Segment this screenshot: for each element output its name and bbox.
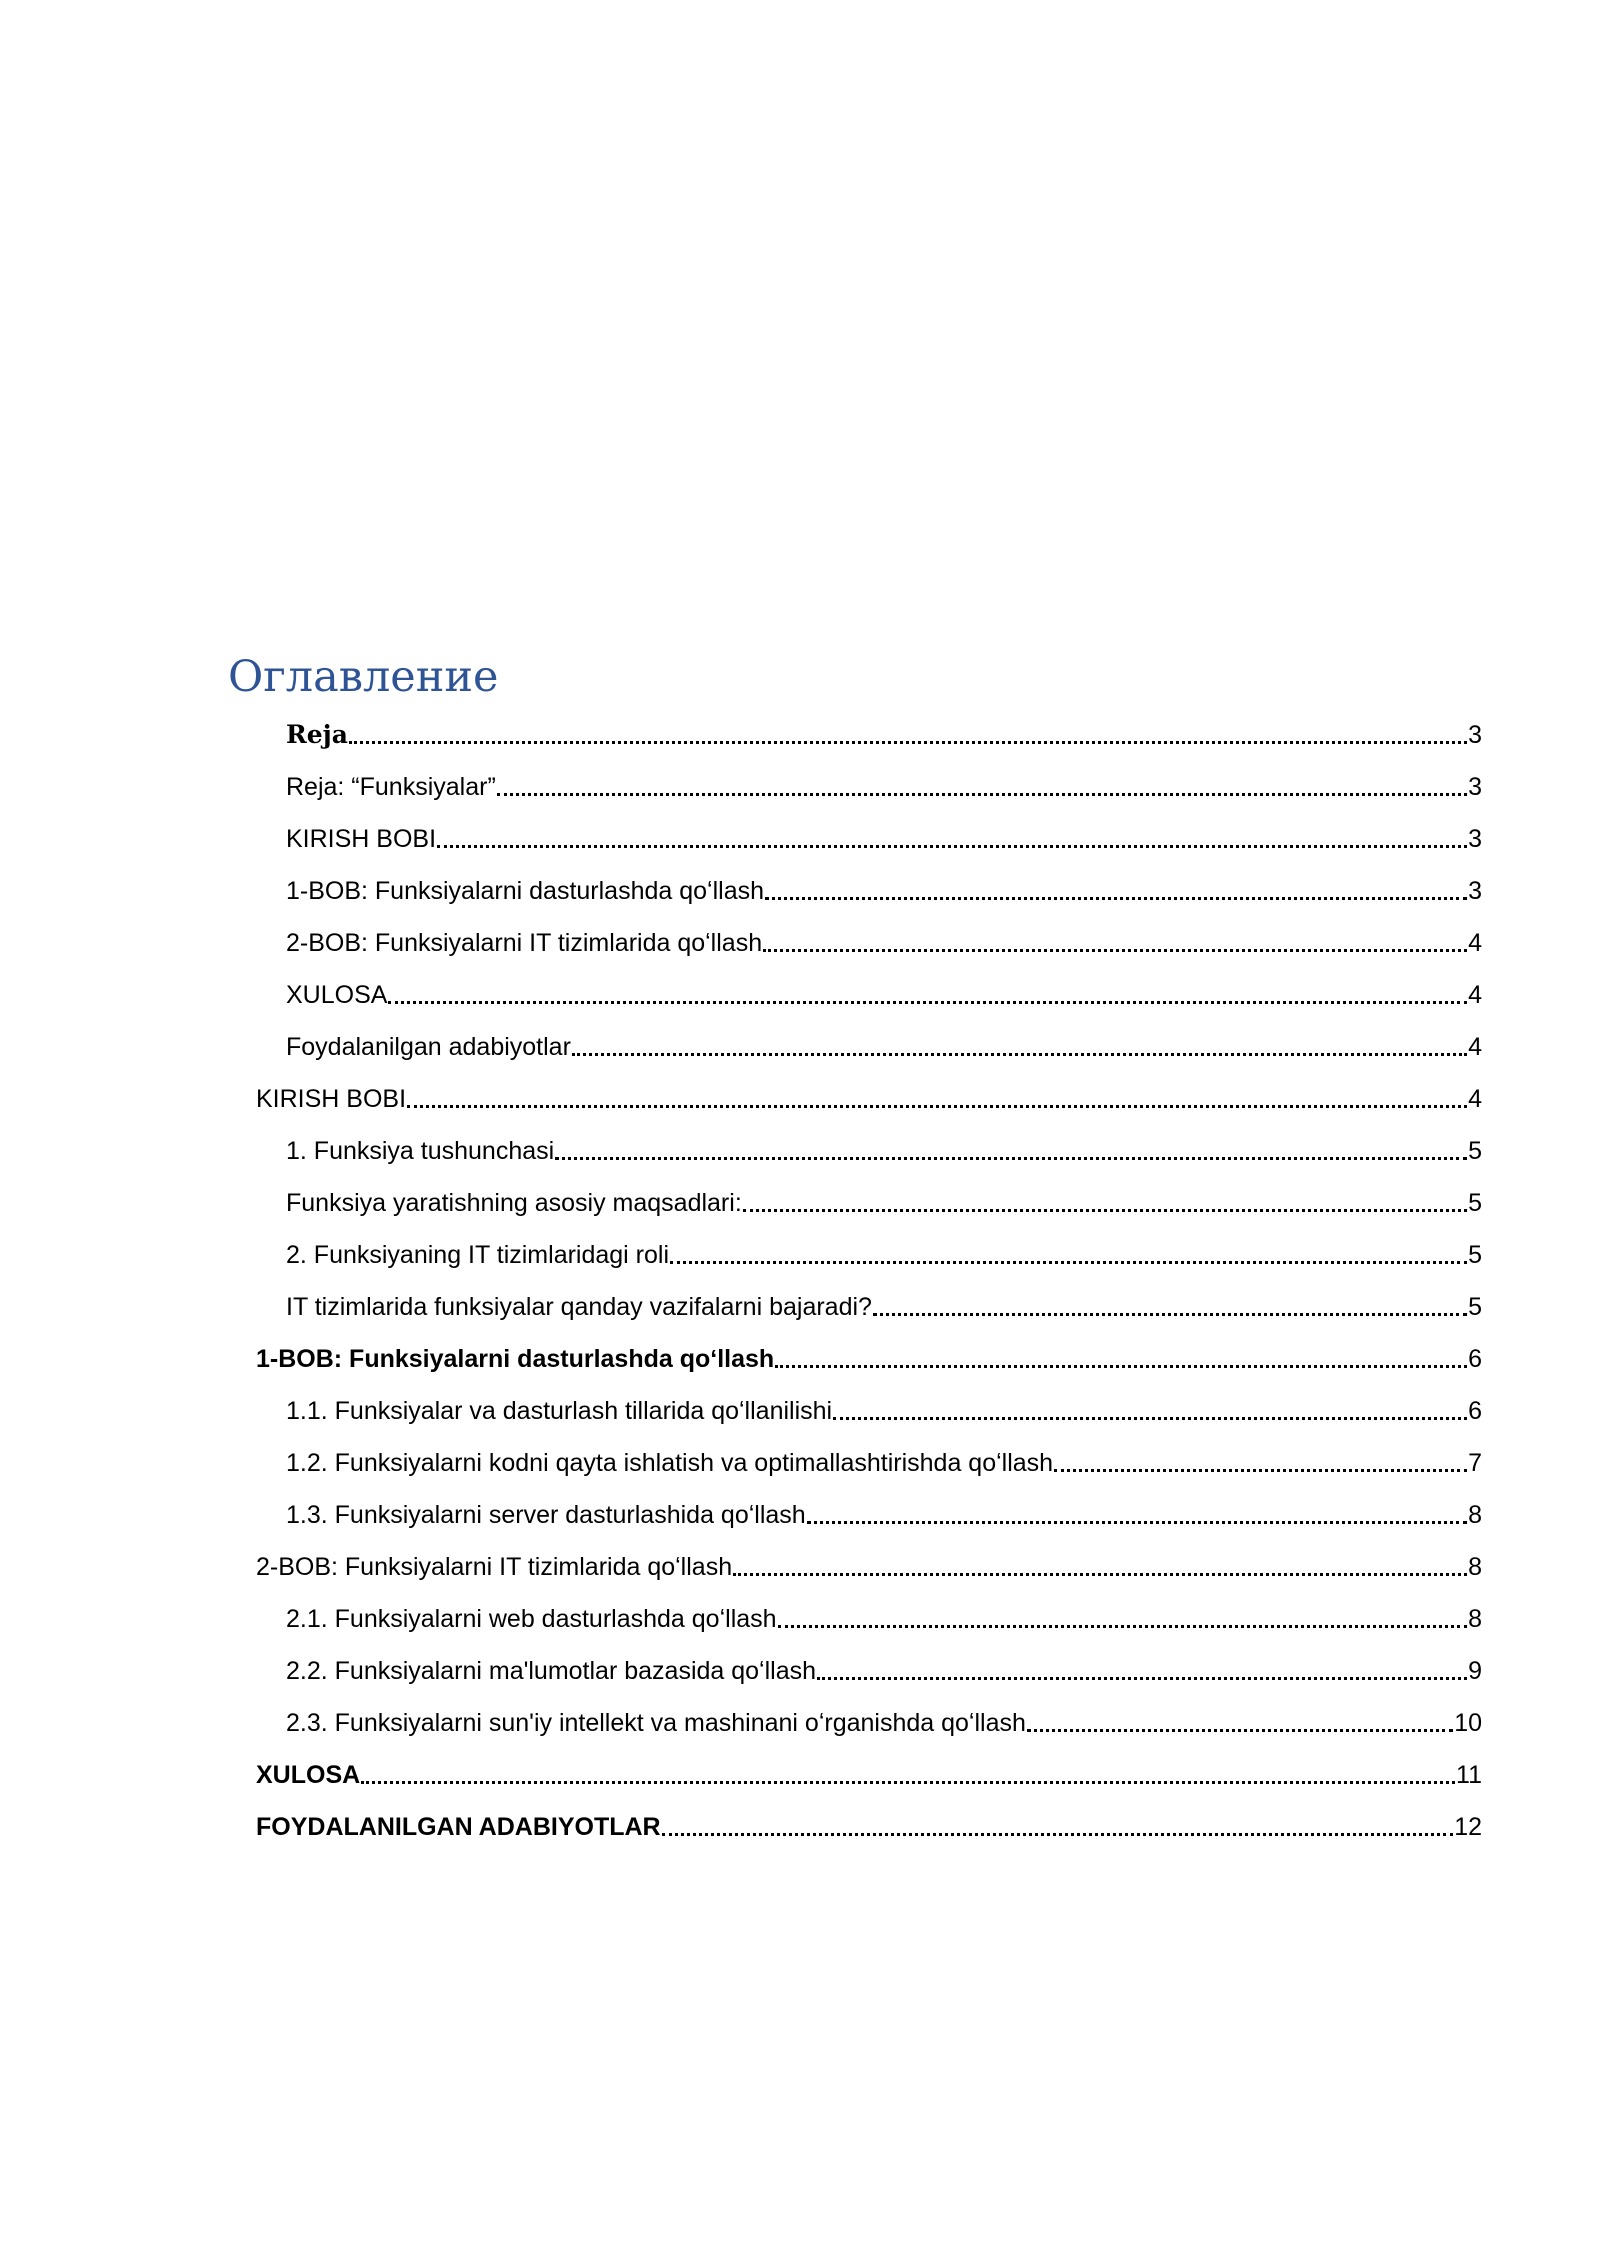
toc-entry-label: 2-BOB: Funksiyalarni IT tizimlarida qoʻllash bbox=[286, 929, 763, 957]
toc-entry-xulosa[interactable] bbox=[256, 1750, 1482, 1790]
toc-page-number: 8 bbox=[1468, 1553, 1482, 1581]
dot-leader bbox=[497, 793, 1467, 796]
toc-entry-label: Reja: “Funksiyalar” bbox=[286, 773, 496, 801]
toc-entry-label: 1.1. Funksiyalar va dasturlash tillarida qoʻllanilishi bbox=[286, 1397, 833, 1425]
toc-entry-label: Funksiya yaratishning asosiy maqsadlari: bbox=[286, 1189, 742, 1217]
dot-leader bbox=[807, 1521, 1467, 1524]
toc-entry-asosiy-maqsadlari[interactable] bbox=[286, 1178, 1482, 1218]
toc-entry-label: IT tizimlarida funksiyalar qanday vazifalarni bajaradi? bbox=[286, 1293, 872, 1321]
toc-entry-label: 1-BOB: Funksiyalarni dasturlashda qoʻllash bbox=[286, 877, 765, 905]
toc-page-number: 5 bbox=[1468, 1137, 1482, 1165]
dot-leader bbox=[555, 1157, 1467, 1160]
dot-leader bbox=[817, 1677, 1467, 1680]
toc-page-number: 4 bbox=[1468, 981, 1482, 1009]
toc-entry-label: 1.3. Funksiyalarni server dasturlashida qoʻllash bbox=[286, 1501, 806, 1529]
toc-page-number: 3 bbox=[1468, 877, 1482, 905]
toc-page-number: 4 bbox=[1468, 929, 1482, 957]
toc-entry-1-bob-plan[interactable] bbox=[286, 866, 1482, 906]
toc-page-number: 9 bbox=[1468, 1657, 1482, 1685]
toc-entry-label: XULOSA bbox=[256, 1761, 361, 1789]
toc-entry-1-bob[interactable] bbox=[256, 1334, 1482, 1374]
page-title: Оглавление bbox=[228, 652, 499, 702]
dot-leader bbox=[763, 949, 1467, 952]
toc-entry-label: 2.3. Funksiyalarni sun'iy intellekt va mashinani oʻrganishda qoʻllash bbox=[286, 1709, 1026, 1737]
toc-page-number: 4 bbox=[1468, 1085, 1482, 1113]
toc-page-number: 12 bbox=[1454, 1813, 1482, 1841]
dot-leader bbox=[873, 1313, 1467, 1316]
toc-entry-label: Foydalanilgan adabiyotlar bbox=[286, 1033, 571, 1061]
dot-leader bbox=[778, 1625, 1468, 1628]
toc-entry-label: 2.1. Funksiyalarni web dasturlashda qoʻllash bbox=[286, 1605, 777, 1633]
toc-entry-reja-funksiyalar[interactable] bbox=[286, 762, 1482, 802]
toc-entry-2-3[interactable] bbox=[286, 1698, 1482, 1738]
toc-entry-1-3[interactable] bbox=[286, 1490, 1482, 1530]
toc-entry-2-bob[interactable] bbox=[256, 1542, 1482, 1582]
toc-page-number: 3 bbox=[1468, 825, 1482, 853]
toc-page-number: 11 bbox=[1456, 1761, 1482, 1789]
toc-page-number: 5 bbox=[1468, 1241, 1482, 1269]
toc-entry-label: 2.2. Funksiyalarni ma'lumotlar bazasida qoʻllash bbox=[286, 1657, 817, 1685]
dot-leader bbox=[361, 1781, 1455, 1784]
toc-entry-label: FOYDALANILGAN ADABIYOTLAR bbox=[256, 1813, 661, 1841]
dot-leader bbox=[743, 1209, 1467, 1212]
toc-entry-foydalanilgan-plan[interactable] bbox=[286, 1022, 1482, 1062]
dot-leader bbox=[733, 1573, 1467, 1576]
toc-entry-funksiya-tushunchasi[interactable] bbox=[286, 1126, 1482, 1166]
dot-leader bbox=[662, 1833, 1454, 1836]
toc-page-number: 7 bbox=[1468, 1449, 1482, 1477]
toc-page-number: 3 bbox=[1468, 721, 1482, 749]
dot-leader bbox=[775, 1365, 1467, 1368]
toc-entry-kirish-bobi[interactable] bbox=[256, 1074, 1482, 1114]
toc-entry-label: Reja bbox=[286, 720, 348, 749]
toc-entry-foydalanilgan-adabiyotlar[interactable] bbox=[256, 1802, 1482, 1842]
toc-entry-kirish-bobi-plan[interactable] bbox=[286, 814, 1482, 854]
dot-leader bbox=[765, 897, 1467, 900]
toc-entry-it-vazifalar[interactable] bbox=[286, 1282, 1482, 1322]
toc-entry-2-2[interactable] bbox=[286, 1646, 1482, 1686]
toc-entry-label: 2. Funksiyaning IT tizimlaridagi roli bbox=[286, 1241, 670, 1269]
toc-page-number: 5 bbox=[1468, 1189, 1482, 1217]
toc-entry-label: XULOSA bbox=[286, 981, 388, 1009]
toc-page-number: 10 bbox=[1454, 1709, 1482, 1737]
toc-page-number: 3 bbox=[1468, 773, 1482, 801]
toc-entry-2-bob-plan[interactable] bbox=[286, 918, 1482, 958]
dot-leader bbox=[349, 741, 1467, 744]
toc-entry-label: 1.2. Funksiyalarni kodni qayta ishlatish va optimallashtirishda qoʻllash bbox=[286, 1449, 1054, 1477]
dot-leader bbox=[388, 1001, 1467, 1004]
toc-entry-reja[interactable] bbox=[286, 710, 1482, 750]
toc-entry-label: KIRISH BOBI bbox=[286, 825, 437, 853]
toc-entry-xulosa-plan[interactable] bbox=[286, 970, 1482, 1010]
toc-page-number: 8 bbox=[1468, 1501, 1482, 1529]
toc-page-number: 8 bbox=[1468, 1605, 1482, 1633]
toc-entry-label: 1-BOB: Funksiyalarni dasturlashda qoʻllash bbox=[256, 1345, 775, 1373]
dot-leader bbox=[1027, 1729, 1453, 1732]
dot-leader bbox=[1054, 1469, 1467, 1472]
toc-entry-label: KIRISH BOBI bbox=[256, 1085, 407, 1113]
toc-page-number: 6 bbox=[1468, 1397, 1482, 1425]
toc-entry-1-2[interactable] bbox=[286, 1438, 1482, 1478]
dot-leader bbox=[572, 1053, 1467, 1056]
toc-entry-it-roli[interactable] bbox=[286, 1230, 1482, 1270]
dot-leader bbox=[670, 1261, 1467, 1264]
toc-entry-label: 2-BOB: Funksiyalarni IT tizimlarida qoʻllash bbox=[256, 1553, 733, 1581]
dot-leader bbox=[407, 1105, 1467, 1108]
toc-page-number: 6 bbox=[1468, 1345, 1482, 1373]
dot-leader bbox=[437, 845, 1467, 848]
toc-entry-2-1[interactable] bbox=[286, 1594, 1482, 1634]
toc-entry-1-1[interactable] bbox=[286, 1386, 1482, 1426]
toc-page-number: 5 bbox=[1468, 1293, 1482, 1321]
toc-entry-label: 1. Funksiya tushunchasi bbox=[286, 1137, 555, 1165]
toc-page-number: 4 bbox=[1468, 1033, 1482, 1061]
dot-leader bbox=[833, 1417, 1467, 1420]
